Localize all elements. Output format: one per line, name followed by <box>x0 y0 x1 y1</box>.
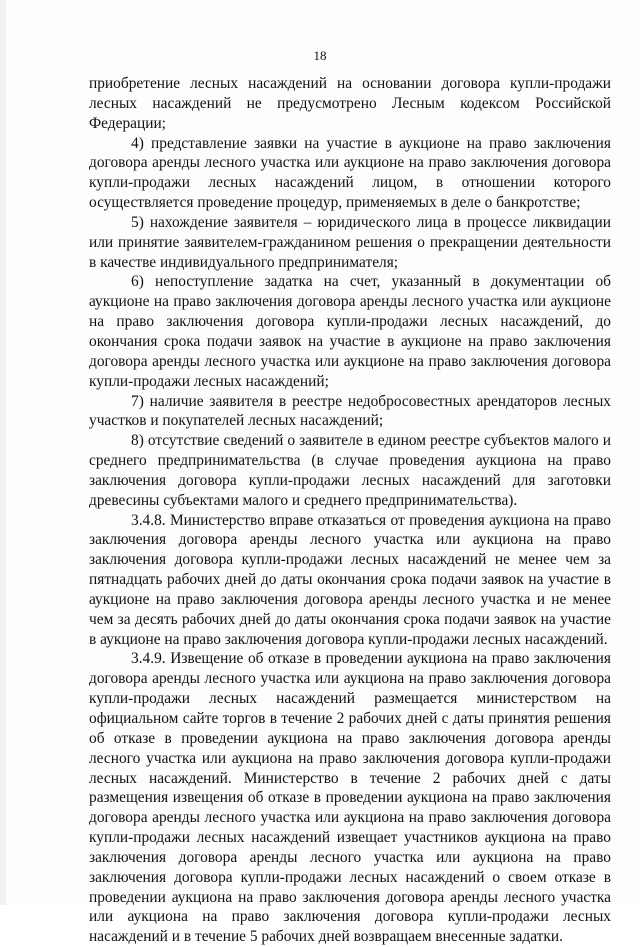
page-number: 18 <box>313 48 327 63</box>
paragraph-item-8: 8) отсутствие сведений о заявителе в едином реестре субъектов малого и среднего предпринимательства (в случае проведения аукциона на право заключения договора купли-продажи лесных насаждений для заготовки древесины субъектами малого и среднего предпринимательства). <box>89 432 611 509</box>
paragraph-3-4-9: 3.4.9. Извещение об отказе в проведении аукциона на право заключения договора аренды лесного участка или аукциона на право заключения договора купли-продажи лесных насаждений размещается министерством на официальном сайте торгов в течение 2 рабочих дней с даты принятия решения об отказе в проведении аукциона на право заключения договора аренды лесного участка или аукциона на право заключения договора купли-продажи лесных насаждений. Министерство в течение 2 рабочих дней с даты размещения извещения об отказе в проведении аукциона на право заключения договора аренды лесного участка или аукциона на право заключения договора купли-продажи лесных насаждений извещает участников аукциона на право заключения договора аренды лесного участка или аукциона на право заключения договора купли-продажи лесных насаждений о своем отказе в проведении аукциона на право заключения договора аренды лесного участка или аукциона на право заключения договора купли-продажи лесных насаждений и в течение 5 рабочих дней возвращаем внесенные задатки. <box>89 650 611 946</box>
paragraph-item-4: 4) представление заявки на участие в аукционе на право заключения договора аренды лесного участка или аукционе на право заключения договора купли-продажи лесных насаждений лицом, в отношении которого осуществляется проведение процедур, применяемых в деле о банкротстве; <box>89 134 611 212</box>
paragraph-item-6: 6) непоступление задатка на счет, указанный в документации об аукционе на право заключения договора аренды лесного участка или аукционе на право заключения договора купли-продажи лесных насаждений, до окончания срока подачи заявок на участие в аукционе на право заключения договора аренды лесного участка или аукционе на право заключения договора купли-продажи лесных насаждений; <box>89 273 611 390</box>
document-body <box>89 74 611 947</box>
paragraph-continuation: приобретение лесных насаждений на основании договора купли-продажи лесных насаждений не предусмотрено Лесным кодексом Российской Федерации; <box>89 75 611 132</box>
scan-edge <box>0 0 6 905</box>
paragraph-item-5: 5) нахождение заявителя – юридического лица в процессе ликвидации или принятие заявителем-гражданином решения о прекращении деятельности в качестве индивидуального предпринимателя; <box>89 213 611 271</box>
paragraph-3-4-8: 3.4.8. Министерство вправе отказаться от проведения аукциона на право заключения договора аренды лесного участка или аукциона на право заключения договора купли-продажи лесных насаждений не менее чем за пятнадцать рабочих дней до даты окончания срока подачи заявок на участие в аукционе на право заключения договора аренды лесного участка и не менее чем за десять рабочих дней до даты окончания срока подачи заявок на участие в аукционе на право заключения договора купли-продажи лесных насаждений. <box>89 511 611 648</box>
paragraph-item-7: 7) наличие заявителя в реестре недобросовестных арендаторов лесных участков и покупателей лесных насаждений; <box>89 392 611 430</box>
